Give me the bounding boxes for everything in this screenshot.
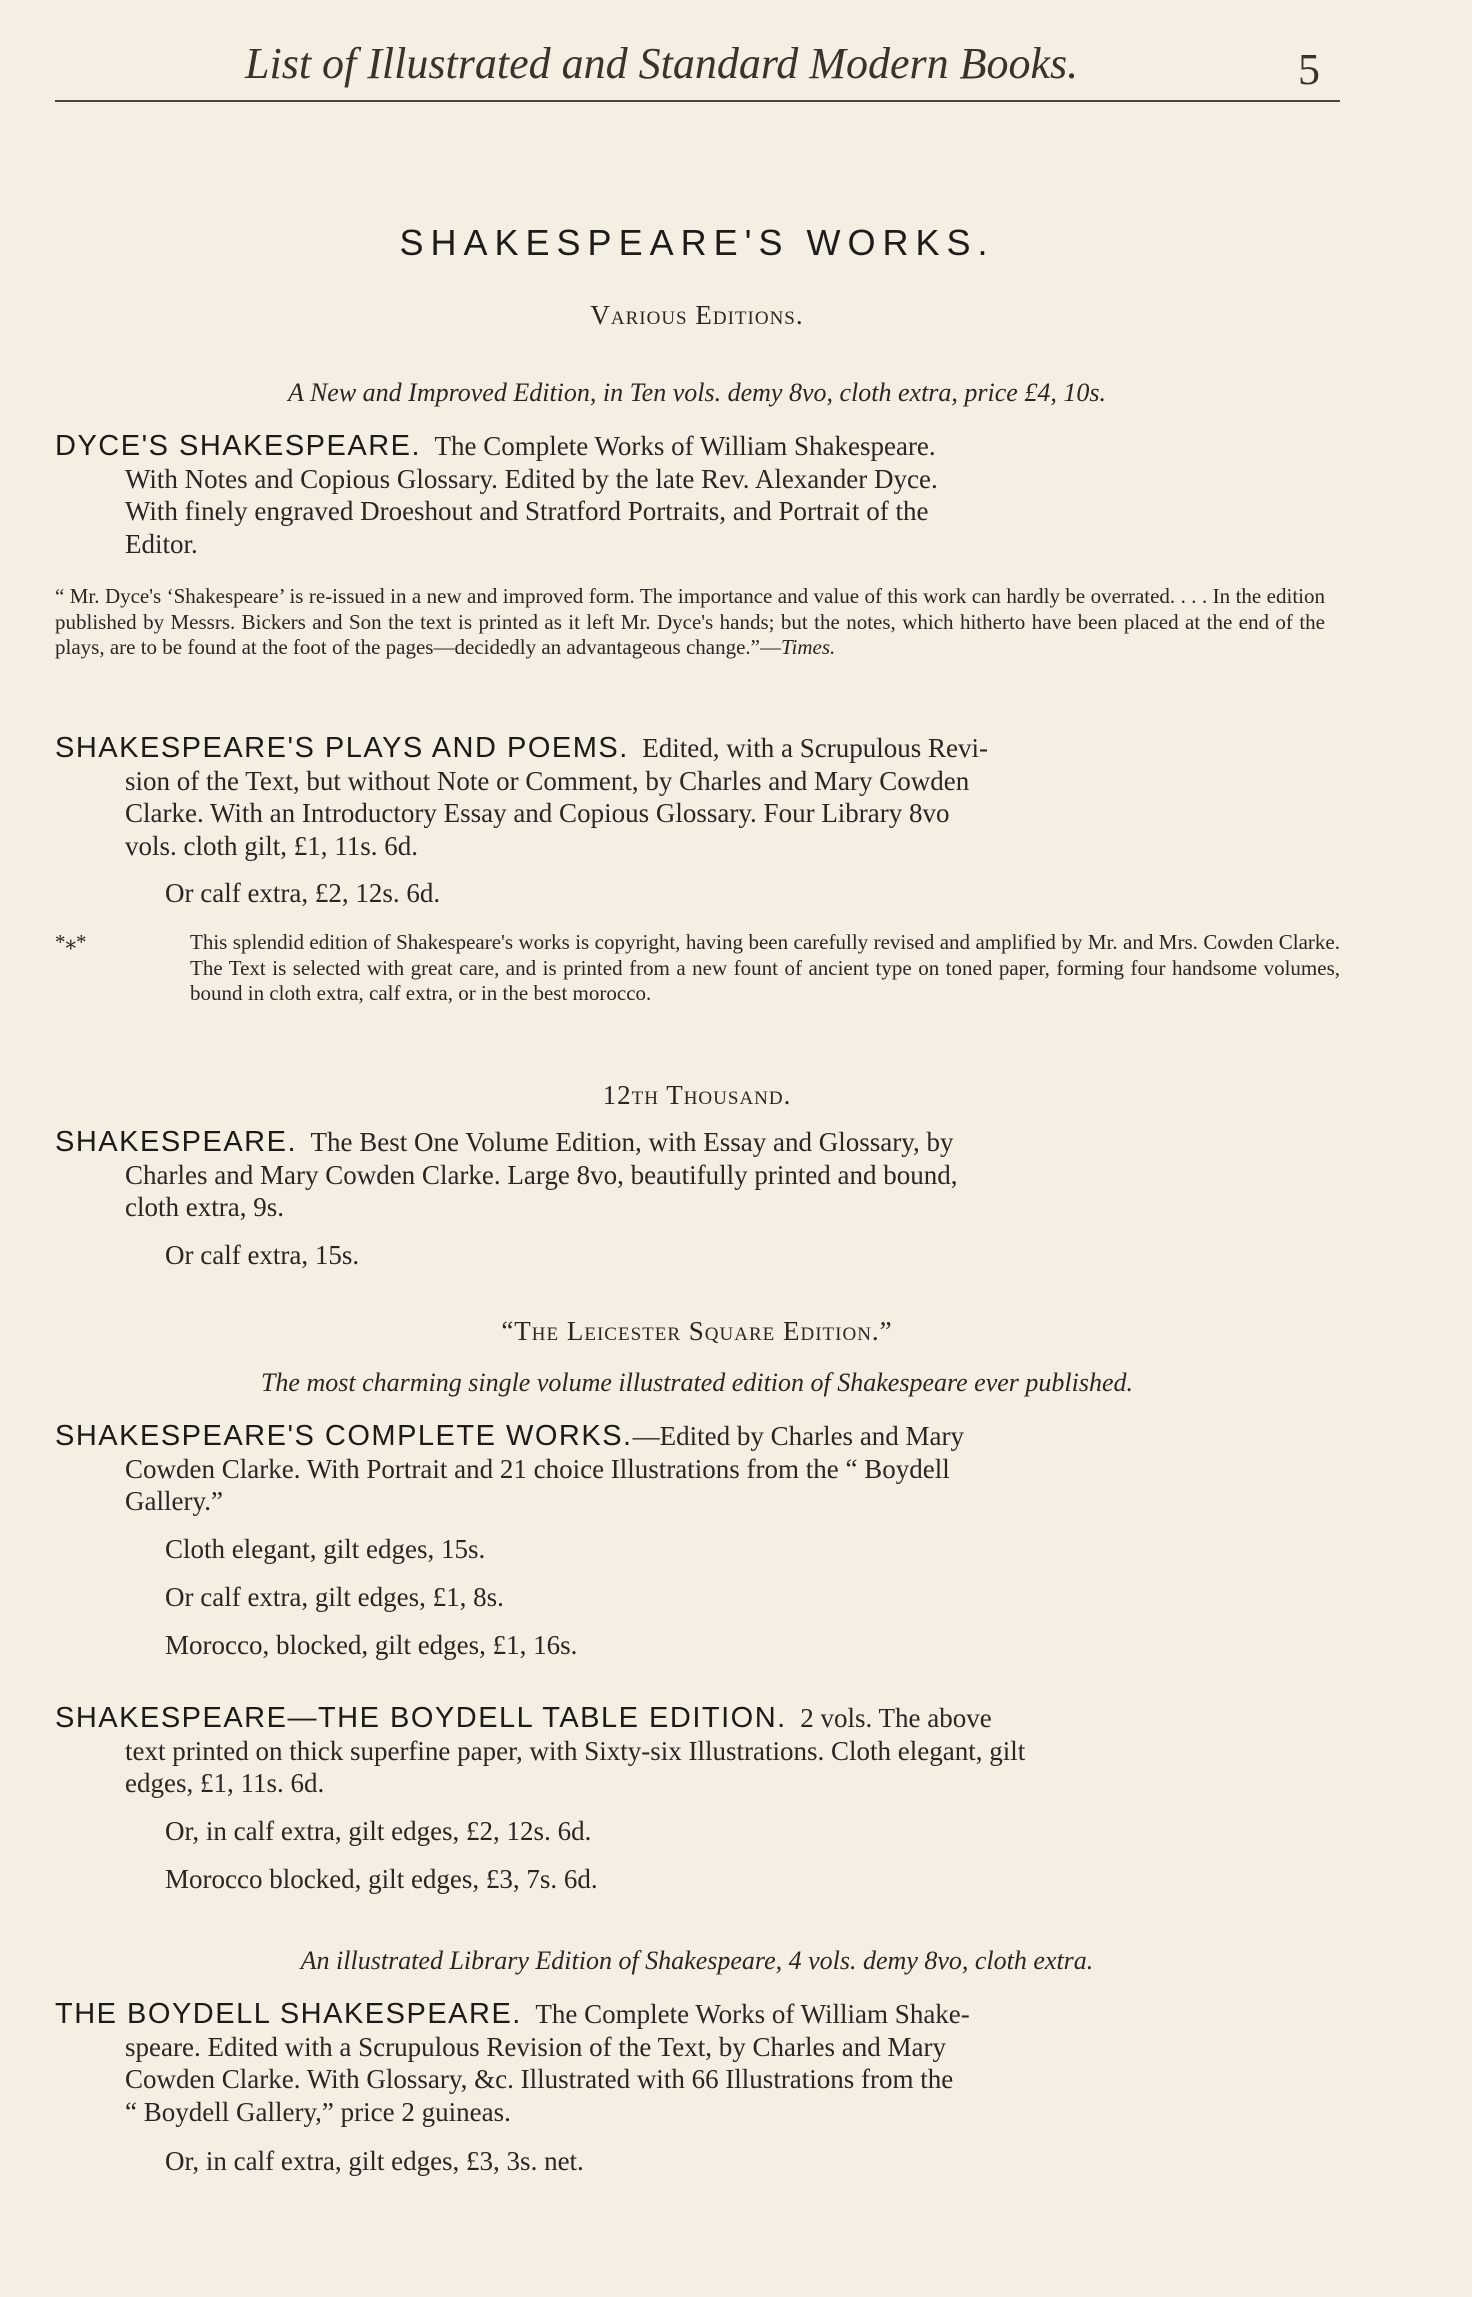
page-number: 5 bbox=[1298, 45, 1320, 94]
entry-line: Edited, with a Scrupulous Revi- bbox=[642, 733, 988, 763]
entry-line: Editor. bbox=[125, 528, 198, 559]
book-title: DYCE'S SHAKESPEARE. bbox=[55, 430, 422, 462]
running-head bbox=[55, 30, 1320, 102]
entry-line: With Notes and Copious Glossary. Edited by the late Rev. Alexander Dyce. bbox=[125, 463, 938, 494]
price-line: Or calf extra, 15s. bbox=[165, 1240, 360, 1270]
entry-line: edges, £1, 11s. 6d. bbox=[125, 1768, 325, 1798]
book-entry bbox=[55, 1126, 1325, 1224]
price-line: Or calf extra, gilt edges, £1, 8s. bbox=[165, 1582, 504, 1612]
book-title: SHAKESPEARE—THE BOYDELL TABLE EDITION. bbox=[55, 1702, 787, 1734]
price-line: Or, in calf extra, gilt edges, £2, 12s. 6d. bbox=[165, 1816, 592, 1846]
book-title: SHAKESPEARE'S PLAYS AND POEMS. bbox=[55, 732, 629, 764]
quote-source: Times. bbox=[781, 635, 836, 659]
entry-line: vols. cloth gilt, £1, 11s. 6d. bbox=[125, 830, 419, 861]
book-entry bbox=[55, 732, 1325, 862]
price-line: Or, in calf extra, gilt edges, £3, 3s. net. bbox=[165, 2146, 584, 2176]
header-rule bbox=[55, 100, 1340, 102]
book-title: SHAKESPEARE'S COMPLETE WORKS. bbox=[55, 1420, 633, 1452]
entry-line: —Edited by Charles and Mary bbox=[632, 1421, 965, 1451]
book-title: THE BOYDELL SHAKESPEARE. bbox=[55, 1998, 522, 2030]
edition-note: A New and Improved Edition, in Ten vols. demy 8vo, cloth extra, price £4, 10s. bbox=[288, 378, 1106, 407]
entry-line: The Complete Works of William Shake- bbox=[535, 1999, 970, 2029]
section-subheading: Various Editions. bbox=[590, 300, 804, 330]
entry-line: sion of the Text, but without Note or Comment, by Charles and Mary Cowden bbox=[125, 765, 970, 796]
entry-line: 2 vols. The above bbox=[800, 1703, 992, 1733]
book-title: SHAKESPEARE. bbox=[55, 1126, 298, 1158]
entry-line: The Best One Volume Edition, with Essay and Glossary, by bbox=[310, 1127, 954, 1157]
price-line: Cloth elegant, gilt edges, 15s. bbox=[165, 1534, 486, 1564]
edition-note-italic: The most charming single volume illustrated edition of Shakespeare ever published. bbox=[260, 1368, 1134, 1397]
note-text: This splendid edition of Shakespeare's works is copyright, having been carefully revised and amplified by Mr. and Mrs. Cowden Clarke. The Text is selected with great care, and is printed from a new fount of ancient type on toned paper, forming four handsome volumes, bound in cloth extra, calf extra, or in the best morocco. bbox=[190, 930, 1340, 1005]
book-entry bbox=[55, 1702, 1325, 1800]
book-entry bbox=[55, 1998, 1325, 2128]
edition-note: 12th Thousand. bbox=[602, 1080, 792, 1110]
book-entry bbox=[55, 1420, 1325, 1518]
book-entry bbox=[55, 430, 1325, 560]
entry-line: Gallery.” bbox=[125, 1486, 223, 1516]
asterism-mark: *⁎* bbox=[55, 930, 87, 954]
entry-line: With finely engraved Droeshout and Stratford Portraits, and Portrait of the bbox=[125, 496, 929, 526]
quote-text: “ Mr. Dyce's ‘Shakespeare’ is re-issued in a new and improved form. The importance and value of this work can hardly be overrated. . . . In the edition published by Messrs. Bickers and Son the text is printed as it left Mr. Dyce's hands; but the notes, which hitherto have been placed at the end of the plays, are to be found at the foot of the pages—decidedly an advantageous change.”— bbox=[55, 584, 1325, 659]
entry-line: The Complete Works of William Shakespeare. bbox=[434, 431, 936, 461]
price-line: Morocco blocked, gilt edges, £3, 7s. 6d. bbox=[165, 1864, 598, 1894]
entry-line: Clarke. With an Introductory Essay and Copious Glossary. Four Library 8vo bbox=[125, 798, 950, 828]
entry-line: “ Boydell Gallery,” price 2 guineas. bbox=[125, 2096, 511, 2127]
press-quote bbox=[55, 584, 1325, 661]
entry-line: Cowden Clarke. With Glossary, &c. Illustrated with 66 Illustrations from the bbox=[125, 2064, 954, 2094]
edition-note: “The Leicester Square Edition.” bbox=[501, 1316, 893, 1346]
section-heading: SHAKESPEARE'S WORKS. bbox=[399, 222, 995, 263]
entry-line: text printed on thick superfine paper, with Sixty-six Illustrations. Cloth elegant, gilt bbox=[125, 1735, 1026, 1766]
entry-line: speare. Edited with a Scrupulous Revision of the Text, by Charles and Mary bbox=[125, 2031, 946, 2062]
running-head-title: List of Illustrated and Standard Modern Books. bbox=[245, 39, 1079, 88]
entry-line: cloth extra, 9s. bbox=[125, 1192, 284, 1222]
price-line: Morocco, blocked, gilt edges, £1, 16s. bbox=[165, 1630, 578, 1660]
entry-line: Cowden Clarke. With Portrait and 21 choice Illustrations from the “ Boydell bbox=[125, 1453, 950, 1484]
price-line: Or calf extra, £2, 12s. 6d. bbox=[165, 878, 441, 908]
entry-line: Charles and Mary Cowden Clarke. Large 8vo, beautifully printed and bound, bbox=[125, 1159, 958, 1190]
edition-note: An illustrated Library Edition of Shakespeare, 4 vols. demy 8vo, cloth extra. bbox=[300, 1946, 1094, 1975]
